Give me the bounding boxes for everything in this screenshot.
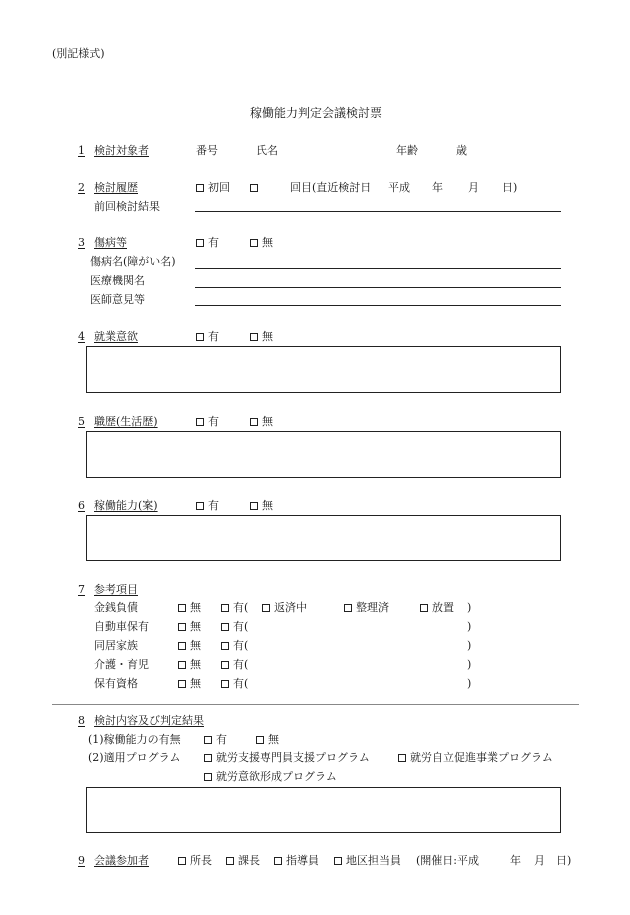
- checkbox-icon[interactable]: [204, 754, 212, 762]
- s6-no-option[interactable]: [250, 499, 273, 513]
- checkbox-icon[interactable]: [178, 642, 186, 650]
- no-label: 無: [268, 733, 279, 746]
- s6-yes-option[interactable]: [196, 499, 219, 513]
- section-3-number: 3: [78, 236, 85, 249]
- director-label: 所長: [190, 854, 212, 867]
- section-1-number: 1: [78, 144, 85, 157]
- ref-none-option[interactable]: [178, 601, 201, 615]
- checkbox-icon[interactable]: [262, 604, 270, 612]
- s4-no-option[interactable]: [250, 330, 273, 344]
- s5-yes-option[interactable]: [196, 415, 219, 429]
- repaying-label: 返済中: [274, 601, 307, 614]
- institution-label: 医療機関名: [90, 274, 145, 287]
- program-2-option[interactable]: [398, 751, 553, 765]
- age-label: 年齢: [396, 144, 418, 157]
- checkbox-icon[interactable]: [178, 680, 186, 688]
- first-time-label: 初回: [208, 181, 230, 194]
- ref-item-label: 自動車保有: [94, 620, 149, 633]
- section-4-number: 4: [78, 330, 85, 343]
- ref-none-option[interactable]: [178, 639, 201, 653]
- meeting-month-label: 月: [534, 854, 545, 867]
- checkbox-icon[interactable]: [196, 418, 204, 426]
- section-3-heading: 傷病等: [94, 236, 127, 249]
- checkbox-icon[interactable]: [250, 239, 258, 247]
- section-5-number: 5: [78, 415, 85, 428]
- checkbox-icon[interactable]: [178, 661, 186, 669]
- ref-some-option[interactable]: [221, 658, 248, 672]
- director-option[interactable]: [178, 854, 212, 868]
- no-label: 無: [262, 415, 273, 428]
- first-time-option[interactable]: [196, 181, 230, 195]
- none-label: 無: [190, 677, 201, 690]
- section-5-heading: 職歴(生活歴): [94, 415, 158, 428]
- disease-label: 傷病名(障がい名): [90, 255, 176, 268]
- times-option[interactable]: [250, 181, 262, 195]
- section-2-heading: 検討履歴: [94, 181, 138, 194]
- meeting-date-label: (開催日:平成: [416, 854, 479, 867]
- yes-label: 有: [208, 330, 219, 343]
- ref-item-label: 介護・育児: [94, 658, 149, 671]
- ref-some-option[interactable]: [221, 620, 248, 634]
- section-chief-option[interactable]: [226, 854, 260, 868]
- section-divider: [52, 704, 579, 705]
- checkbox-icon[interactable]: [221, 680, 229, 688]
- yes-label: 有: [208, 415, 219, 428]
- no-label: 無: [262, 330, 273, 343]
- month-label: 月: [468, 181, 479, 194]
- checkbox-icon[interactable]: [196, 239, 204, 247]
- some-label: 有(: [233, 677, 249, 690]
- none-label: 無: [190, 601, 201, 614]
- none-label: 無: [190, 620, 201, 633]
- institution-line[interactable]: [195, 287, 561, 288]
- neglected-option[interactable]: [420, 601, 454, 615]
- checkbox-icon[interactable]: [344, 604, 352, 612]
- section-9-number: 9: [78, 854, 85, 867]
- checkbox-icon[interactable]: [256, 736, 264, 744]
- some-label: 有(: [233, 658, 249, 671]
- ref-none-option[interactable]: [178, 620, 201, 634]
- checkbox-icon[interactable]: [204, 773, 212, 781]
- checkbox-icon[interactable]: [420, 604, 428, 612]
- ref-some-option[interactable]: [221, 639, 248, 653]
- year-label: 年: [432, 181, 443, 194]
- instructor-option[interactable]: [274, 854, 319, 868]
- settled-label: 整理済: [356, 601, 389, 614]
- checkbox-icon[interactable]: [250, 184, 258, 192]
- no-label: 無: [262, 499, 273, 512]
- section-8-number: 8: [78, 714, 85, 727]
- section-4-heading: 就業意欲: [94, 330, 138, 343]
- ref-none-option[interactable]: [178, 658, 201, 672]
- meeting-year-label: 年: [510, 854, 521, 867]
- section-6-number: 6: [78, 499, 85, 512]
- program-2-label: 就労自立促進事業プログラム: [410, 751, 553, 764]
- close-paren: ): [467, 601, 472, 614]
- yes-label: 有: [216, 733, 227, 746]
- checkbox-icon[interactable]: [196, 333, 204, 341]
- section-chief-label: 課長: [238, 854, 260, 867]
- checkbox-icon[interactable]: [221, 642, 229, 650]
- number-label: 番号: [196, 144, 218, 157]
- some-label: 有(: [233, 639, 249, 652]
- close-paren: ): [467, 639, 472, 652]
- settled-option[interactable]: [344, 601, 389, 615]
- checkbox-icon[interactable]: [178, 604, 186, 612]
- page-title: 稼働能力判定会議検討票: [250, 106, 383, 120]
- disease-line[interactable]: [195, 268, 561, 269]
- checkbox-icon[interactable]: [250, 333, 258, 341]
- checkbox-icon[interactable]: [250, 502, 258, 510]
- ref-some-option[interactable]: [221, 677, 248, 691]
- yes-label: 有: [208, 236, 219, 249]
- header-note: (別記様式): [52, 47, 105, 60]
- program-1-label: 就労支援専門員支援プログラム: [216, 751, 370, 764]
- prev-result-line[interactable]: [195, 211, 561, 212]
- s5-text-box[interactable]: [86, 431, 561, 478]
- checkbox-icon[interactable]: [196, 502, 204, 510]
- s3-no-option[interactable]: [250, 236, 273, 250]
- s4-yes-option[interactable]: [196, 330, 219, 344]
- opinion-label: 医師意見等: [90, 293, 145, 306]
- checkbox-icon[interactable]: [221, 623, 229, 631]
- day-label: 日): [502, 181, 518, 194]
- no-label: 無: [262, 236, 273, 249]
- checkbox-icon[interactable]: [221, 604, 229, 612]
- s8-no-option[interactable]: [256, 733, 279, 747]
- prev-result-label: 前回検討結果: [94, 200, 160, 213]
- section-2-number: 2: [78, 181, 85, 194]
- program-label: (2)適用プログラム: [88, 751, 181, 764]
- program-1-option[interactable]: [204, 751, 370, 765]
- name-label: 氏名: [256, 144, 278, 157]
- ref-item-label: 金銭負債: [94, 601, 138, 614]
- checkbox-icon[interactable]: [334, 857, 342, 865]
- close-paren: ): [467, 677, 472, 690]
- section-7-heading: 参考項目: [94, 583, 138, 596]
- checkbox-icon[interactable]: [274, 857, 282, 865]
- era-label: 平成: [388, 181, 410, 194]
- section-7-number: 7: [78, 583, 85, 596]
- checkbox-icon[interactable]: [226, 857, 234, 865]
- caseworker-option[interactable]: [334, 854, 401, 868]
- none-label: 無: [190, 639, 201, 652]
- program-3-label: 就労意欲形成プログラム: [216, 770, 337, 783]
- section-8-heading: 検討内容及び判定結果: [94, 714, 204, 727]
- s5-no-option[interactable]: [250, 415, 273, 429]
- times-label: 回目(直近検討日: [290, 181, 372, 194]
- instructor-label: 指導員: [286, 854, 319, 867]
- checkbox-icon[interactable]: [178, 857, 186, 865]
- program-3-option[interactable]: [204, 770, 337, 784]
- section-9-heading: 会議参加者: [94, 854, 149, 867]
- s8-text-box[interactable]: [86, 787, 561, 833]
- work-ability-label: (1)稼働能力の有無: [88, 733, 181, 746]
- s8-yes-option[interactable]: [204, 733, 227, 747]
- age-unit: 歳: [456, 144, 467, 157]
- some-label: 有(: [233, 620, 249, 633]
- s6-text-box[interactable]: [86, 515, 561, 561]
- opinion-line[interactable]: [195, 305, 561, 306]
- some-label: 有(: [233, 601, 249, 614]
- yes-label: 有: [208, 499, 219, 512]
- checkbox-icon[interactable]: [221, 661, 229, 669]
- s4-text-box[interactable]: [86, 346, 561, 393]
- section-1-heading: 検討対象者: [94, 144, 149, 157]
- checkbox-icon[interactable]: [196, 184, 204, 192]
- neglected-label: 放置: [432, 601, 454, 614]
- ref-some-option[interactable]: [221, 601, 248, 615]
- checkbox-icon[interactable]: [178, 623, 186, 631]
- close-paren: ): [467, 658, 472, 671]
- repaying-option[interactable]: [262, 601, 307, 615]
- close-paren: ): [467, 620, 472, 633]
- s3-yes-option[interactable]: [196, 236, 219, 250]
- checkbox-icon[interactable]: [398, 754, 406, 762]
- ref-item-label: 保有資格: [94, 677, 138, 690]
- checkbox-icon[interactable]: [204, 736, 212, 744]
- caseworker-label: 地区担当員: [346, 854, 401, 867]
- checkbox-icon[interactable]: [250, 418, 258, 426]
- section-6-heading: 稼働能力(案): [94, 499, 158, 512]
- meeting-day-label: 日): [556, 854, 572, 867]
- none-label: 無: [190, 658, 201, 671]
- ref-item-label: 同居家族: [94, 639, 138, 652]
- ref-none-option[interactable]: [178, 677, 201, 691]
